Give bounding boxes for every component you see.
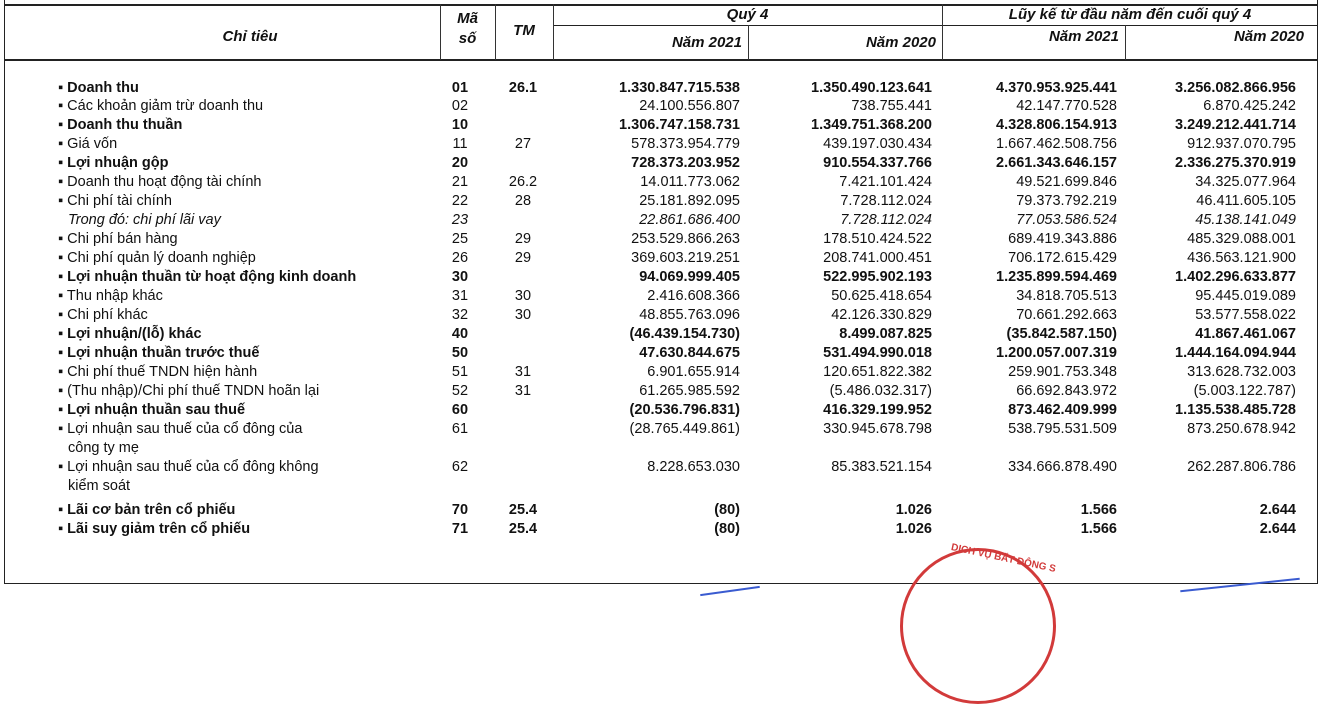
row-code: 11 xyxy=(452,136,468,152)
value-ytd-2020: 313.628.732.003 xyxy=(1187,364,1296,380)
row-code: 02 xyxy=(451,98,469,114)
row-note: 29 xyxy=(514,231,532,247)
row-code: 52 xyxy=(451,383,469,399)
header-ytd-2020: Năm 2020 xyxy=(1233,28,1304,45)
value-q4-2021: (80) xyxy=(714,502,740,518)
value-q4-2020: 208.741.000.451 xyxy=(823,250,932,266)
value-ytd-2021: 4.328.806.154.913 xyxy=(996,117,1117,133)
value-q4-2021: 578.373.954.779 xyxy=(631,136,740,152)
value-ytd-2020: 485.329.088.001 xyxy=(1187,231,1296,247)
value-ytd-2021: 42.147.770.528 xyxy=(1016,98,1117,114)
table-row xyxy=(0,383,1312,402)
table-row xyxy=(0,502,1312,521)
row-label: ▪ Lợi nhuận thuần từ hoạt động kinh doanh xyxy=(58,269,357,285)
row-label: ▪ Lợi nhuận sau thuế của cổ đông không xyxy=(58,459,319,475)
row-label: ▪ (Thu nhập)/Chi phí thuế TNDN hoãn lại xyxy=(58,383,320,399)
table-row xyxy=(0,402,1312,421)
row-note: 28 xyxy=(514,193,532,209)
value-ytd-2020: 3.249.212.441.714 xyxy=(1175,117,1296,133)
row-label: ▪ Các khoản giảm trừ doanh thu xyxy=(58,98,264,114)
value-q4-2021: 6.901.655.914 xyxy=(647,364,740,380)
value-ytd-2021: 259.901.753.348 xyxy=(1008,364,1117,380)
row-code: 61 xyxy=(451,421,469,437)
value-ytd-2021: 1.235.899.594.469 xyxy=(996,269,1117,285)
value-ytd-2021: 873.462.409.999 xyxy=(1008,402,1117,418)
value-ytd-2020: 3.256.082.866.956 xyxy=(1175,80,1296,96)
value-q4-2021: 61.265.985.592 xyxy=(639,383,740,399)
value-ytd-2020: 95.445.019.089 xyxy=(1195,288,1296,304)
value-ytd-2020: 436.563.121.900 xyxy=(1187,250,1296,266)
row-code: 40 xyxy=(451,326,469,342)
value-q4-2021: (80) xyxy=(714,521,740,537)
value-q4-2021: (28.765.449.861) xyxy=(629,421,740,437)
value-q4-2021: 1.306.747.158.731 xyxy=(619,117,740,133)
value-q4-2020: 7.728.112.024 xyxy=(840,193,932,209)
row-label: ▪ Lợi nhuận/(lỗ) khác xyxy=(58,326,202,342)
row-label: ▪ Doanh thu thuần xyxy=(58,117,183,133)
table-row xyxy=(0,193,1312,212)
value-ytd-2021: 49.521.699.846 xyxy=(1016,174,1117,190)
value-ytd-2020: 2.644 xyxy=(1259,502,1296,518)
value-ytd-2021: 66.692.843.972 xyxy=(1016,383,1117,399)
value-ytd-2020: 873.250.678.942 xyxy=(1187,421,1296,437)
value-ytd-2020: 53.577.558.022 xyxy=(1195,307,1296,323)
row-code: 26 xyxy=(451,250,469,266)
header-quy4: Quý 4 xyxy=(726,6,769,23)
row-code: 71 xyxy=(451,521,469,537)
row-code: 21 xyxy=(451,174,469,190)
value-ytd-2021: 79.373.792.219 xyxy=(1016,193,1117,209)
table-row xyxy=(0,521,1312,540)
value-q4-2021: 24.100.556.807 xyxy=(639,98,740,114)
row-label: ▪ Thu nhập khác xyxy=(58,288,163,304)
header-q4-2021: Năm 2021 xyxy=(671,34,742,51)
value-q4-2020: 42.126.330.829 xyxy=(831,307,932,323)
table-row xyxy=(0,98,1312,117)
value-ytd-2021: 1.566 xyxy=(1080,521,1117,537)
value-q4-2020: 910.554.337.766 xyxy=(823,155,932,171)
value-ytd-2020: 41.867.461.067 xyxy=(1195,326,1296,342)
row-label: ▪ Giá vốn xyxy=(58,136,118,152)
table-row xyxy=(0,136,1312,155)
value-ytd-2020: 2.644 xyxy=(1259,521,1296,537)
row-label: ▪ Chi phí khác xyxy=(58,307,148,323)
row-code: 25 xyxy=(451,231,469,247)
value-q4-2021: 14.011.773.062 xyxy=(640,174,740,190)
value-q4-2021: 25.181.892.095 xyxy=(639,193,740,209)
value-q4-2021: 47.630.844.675 xyxy=(639,345,740,361)
row-label: ▪ Chi phí quản lý doanh nghiệp xyxy=(58,250,256,266)
value-q4-2020: 1.350.490.123.641 xyxy=(811,80,932,96)
value-q4-2020: 120.651.822.382 xyxy=(823,364,932,380)
company-seal xyxy=(900,548,1056,704)
row-code: 31 xyxy=(451,288,469,304)
row-code: 30 xyxy=(451,269,469,285)
value-q4-2020: 1.026 xyxy=(895,521,932,537)
row-label: ▪ Lợi nhuận thuần trước thuế xyxy=(58,345,260,361)
value-q4-2020: 439.197.030.434 xyxy=(823,136,932,152)
value-ytd-2021: 77.053.586.524 xyxy=(1016,212,1117,228)
header-bottom-rule xyxy=(4,59,1318,61)
row-label: ▪ Doanh thu hoạt động tài chính xyxy=(58,174,262,190)
value-ytd-2021: 689.419.343.886 xyxy=(1008,231,1117,247)
header-chi-tieu: Chỉ tiêu xyxy=(222,28,278,45)
row-note: 30 xyxy=(514,288,532,304)
header-ytd-2021: Năm 2021 xyxy=(1048,28,1119,45)
seal-text: DỊCH VỤ BẤT ĐỘNG S xyxy=(950,542,1057,575)
table-row xyxy=(0,440,1312,459)
value-q4-2020: 416.329.199.952 xyxy=(823,402,932,418)
value-ytd-2020: 34.325.077.964 xyxy=(1195,174,1296,190)
row-label: ▪ Doanh thu xyxy=(58,80,139,96)
value-ytd-2020: 1.402.296.633.877 xyxy=(1175,269,1296,285)
table-row xyxy=(0,80,1312,99)
value-q4-2021: 728.373.203.952 xyxy=(631,155,740,171)
value-q4-2021: 1.330.847.715.538 xyxy=(619,80,740,96)
row-label: ▪ Chi phí thuế TNDN hiện hành xyxy=(58,364,258,380)
row-code: 51 xyxy=(451,364,469,380)
value-q4-2020: 1.026 xyxy=(895,502,932,518)
table-row xyxy=(0,345,1312,364)
header-mid-rule xyxy=(553,25,1318,26)
table-row xyxy=(0,288,1312,307)
value-q4-2020: 1.349.751.368.200 xyxy=(811,117,932,133)
value-q4-2020: 7.728.112.024 xyxy=(840,212,932,228)
header-so: số xyxy=(458,30,477,47)
value-q4-2020: 7.421.101.424 xyxy=(839,174,932,190)
row-note: 27 xyxy=(514,136,532,152)
header-luy-ke: Lũy kế từ đầu năm đến cuối quý 4 xyxy=(1008,6,1252,23)
table-row xyxy=(0,174,1312,193)
row-note: 25.4 xyxy=(508,521,538,537)
value-ytd-2020: 45.138.141.049 xyxy=(1195,212,1296,228)
value-q4-2020: 531.494.990.018 xyxy=(823,345,932,361)
value-ytd-2020: 46.411.605.105 xyxy=(1196,193,1296,209)
table-row xyxy=(0,155,1312,174)
row-code: 10 xyxy=(451,117,469,133)
value-q4-2021: 48.855.763.096 xyxy=(639,307,740,323)
value-ytd-2020: 6.870.425.242 xyxy=(1203,98,1296,114)
value-ytd-2021: 1.566 xyxy=(1080,502,1117,518)
value-ytd-2021: 70.661.292.663 xyxy=(1016,307,1117,323)
value-ytd-2021: (35.842.587.150) xyxy=(1006,326,1117,342)
table-row xyxy=(0,478,1312,497)
value-q4-2020: 50.625.418.654 xyxy=(831,288,932,304)
value-q4-2021: 94.069.999.405 xyxy=(639,269,740,285)
value-ytd-2021: 1.200.057.007.319 xyxy=(996,345,1117,361)
value-q4-2021: (20.536.796.831) xyxy=(629,402,740,418)
row-note: 31 xyxy=(514,383,532,399)
value-ytd-2021: 706.172.615.429 xyxy=(1008,250,1117,266)
table-row xyxy=(0,117,1312,136)
table-row xyxy=(0,212,1312,231)
table-row xyxy=(0,326,1312,345)
value-ytd-2020: 1.444.164.094.944 xyxy=(1175,345,1296,361)
header-tm: TM xyxy=(513,22,535,39)
header-q4-2020: Năm 2020 xyxy=(865,34,936,51)
table-row xyxy=(0,269,1312,288)
header-ma: Mã xyxy=(457,10,478,27)
table-row xyxy=(0,231,1312,250)
value-q4-2020: 8.499.087.825 xyxy=(839,326,932,342)
value-ytd-2021: 34.818.705.513 xyxy=(1016,288,1117,304)
value-ytd-2021: 334.666.878.490 xyxy=(1008,459,1117,475)
table-row xyxy=(0,459,1312,478)
table-row xyxy=(0,364,1312,383)
value-q4-2021: 22.861.686.400 xyxy=(639,212,740,228)
row-label: ▪ Lợi nhuận sau thuế của cổ đông của xyxy=(58,421,303,437)
value-ytd-2021: 2.661.343.646.157 xyxy=(996,155,1117,171)
row-code: 23 xyxy=(451,212,469,228)
row-label: ▪ Chi phí bán hàng xyxy=(58,231,178,247)
row-label: ▪ Chi phí tài chính xyxy=(58,193,172,209)
row-note: 30 xyxy=(514,307,532,323)
row-note: 29 xyxy=(514,250,532,266)
row-code: 01 xyxy=(451,80,469,96)
value-ytd-2020: 262.287.806.786 xyxy=(1187,459,1296,475)
value-q4-2020: 85.383.521.154 xyxy=(831,459,932,475)
value-q4-2020: (5.486.032.317) xyxy=(829,383,932,399)
row-code: 50 xyxy=(451,345,469,361)
value-q4-2020: 522.995.902.193 xyxy=(823,269,932,285)
row-note: 31 xyxy=(514,364,532,380)
row-code: 60 xyxy=(451,402,469,418)
row-code: 32 xyxy=(451,307,469,323)
value-q4-2021: 369.603.219.251 xyxy=(631,250,740,266)
value-ytd-2021: 538.795.531.509 xyxy=(1008,421,1117,437)
row-label: ▪ Lãi suy giảm trên cổ phiếu xyxy=(58,521,251,537)
row-label: ▪ Lợi nhuận gộp xyxy=(58,155,169,171)
row-note: 25.4 xyxy=(508,502,538,518)
row-label: ▪ Lợi nhuận thuần sau thuế xyxy=(58,402,246,418)
row-label: công ty mẹ xyxy=(68,440,139,456)
value-ytd-2020: 2.336.275.370.919 xyxy=(1175,155,1296,171)
row-code: 62 xyxy=(451,459,469,475)
row-label: ▪ Lãi cơ bản trên cổ phiếu xyxy=(58,502,236,518)
table-row xyxy=(0,421,1312,440)
row-note: 26.1 xyxy=(508,80,538,96)
value-q4-2020: 330.945.678.798 xyxy=(823,421,932,437)
value-ytd-2021: 1.667.462.508.756 xyxy=(996,136,1117,152)
row-label: Trong đó: chi phí lãi vay xyxy=(68,212,221,228)
value-ytd-2020: (5.003.122.787) xyxy=(1193,383,1296,399)
value-q4-2020: 178.510.424.522 xyxy=(823,231,932,247)
value-q4-2021: (46.439.154.730) xyxy=(629,326,740,342)
value-ytd-2021: 4.370.953.925.441 xyxy=(996,80,1117,96)
row-code: 20 xyxy=(451,155,469,171)
value-q4-2021: 253.529.866.263 xyxy=(631,231,740,247)
row-label: kiểm soát xyxy=(68,478,131,494)
value-q4-2021: 8.228.653.030 xyxy=(647,459,740,475)
table-row xyxy=(0,307,1312,326)
table-row xyxy=(0,250,1312,269)
value-q4-2021: 2.416.608.366 xyxy=(647,288,740,304)
value-ytd-2020: 1.135.538.485.728 xyxy=(1175,402,1296,418)
row-note: 26.2 xyxy=(508,174,538,190)
row-code: 22 xyxy=(451,193,469,209)
value-ytd-2020: 912.937.070.795 xyxy=(1187,136,1296,152)
value-q4-2020: 738.755.441 xyxy=(851,98,932,114)
row-code: 70 xyxy=(451,502,469,518)
